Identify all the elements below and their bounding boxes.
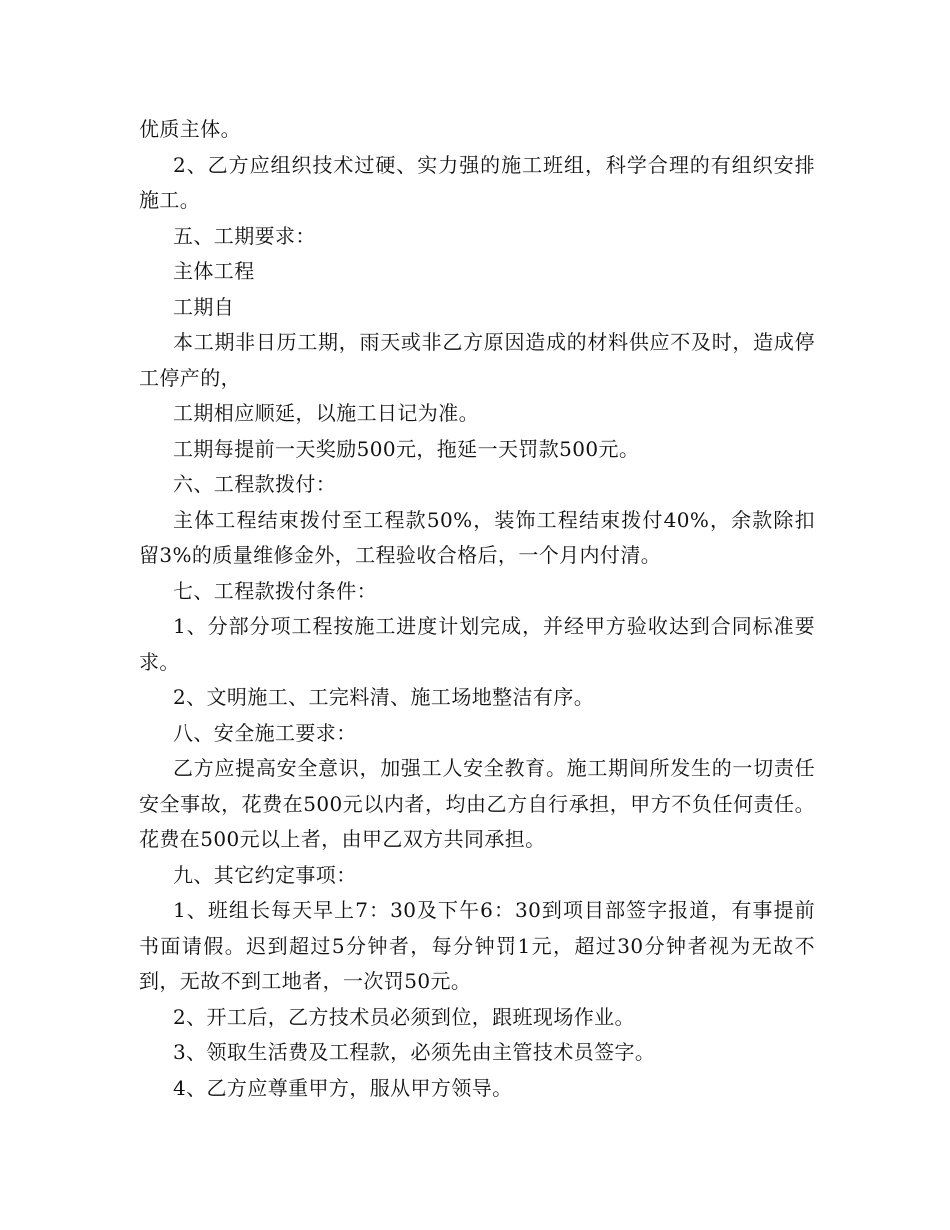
section-heading: 九、其它约定事项： xyxy=(173,862,357,887)
paragraph: 2、文明施工、工完料清、施工场地整洁有序。 xyxy=(173,685,595,709)
paragraph: 2、乙方应组织技术过硬、实力强的施工班组，科学合理的有组织安排施工。 xyxy=(139,152,815,212)
document-body xyxy=(139,112,815,1106)
paragraph: 主体工程 xyxy=(173,259,255,283)
paragraph: 本工期非日历工期，雨天或非乙方原因造成的材料供应不及时，造成停工停产的， xyxy=(139,330,815,390)
paragraph: 乙方应提高安全意识，加强工人安全教育。施工期间所发生的一切责任安全事故，花费在500元以内者，均由乙方自行承担，甲方不负任何责任。花费在500元以上者，由甲乙双方共同承担。 xyxy=(139,756,815,851)
section-heading: 六、工程款拨付： xyxy=(173,472,337,496)
paragraph: 1、分部分项工程按施工进度计划完成，并经甲方验收达到合同标准要求。 xyxy=(139,614,815,674)
paragraph: 3、领取生活费及工程款，必须先由主管技术员签字。 xyxy=(173,1040,656,1064)
paragraph: 主体工程结束拨付至工程款50%，装饰工程结束拨付40%，余款除扣留3%的质量维修金外，工程验收合格后，一个月内付清。 xyxy=(139,507,815,567)
paragraph: 工期相应顺延，以施工日记为准。 xyxy=(173,401,479,425)
paragraph: 2、开工后，乙方技术员必须到位，跟班现场作业。 xyxy=(173,1004,635,1029)
paragraph: 优质主体。 xyxy=(139,117,241,141)
paragraph: 工期每提前一天奖励500元，拖延一天罚款500元。 xyxy=(173,436,640,461)
paragraph: 4、乙方应尊重甲方，服从甲方领导。 xyxy=(173,1075,513,1100)
section-heading: 八、安全施工要求： xyxy=(173,720,357,745)
paragraph: 工期自 xyxy=(173,294,235,319)
paragraph: 1、班组长每天早上7：30及下午6：30到项目部签字报道，有事提前书面请假。迟到超过5分钟者，每分钟罚1元，超过30分钟者视为无故不到，无故不到工地者，一次罚50元。 xyxy=(139,898,815,993)
section-heading: 七、工程款拨付条件： xyxy=(173,578,377,603)
section-heading: 五、工期要求： xyxy=(173,223,316,248)
